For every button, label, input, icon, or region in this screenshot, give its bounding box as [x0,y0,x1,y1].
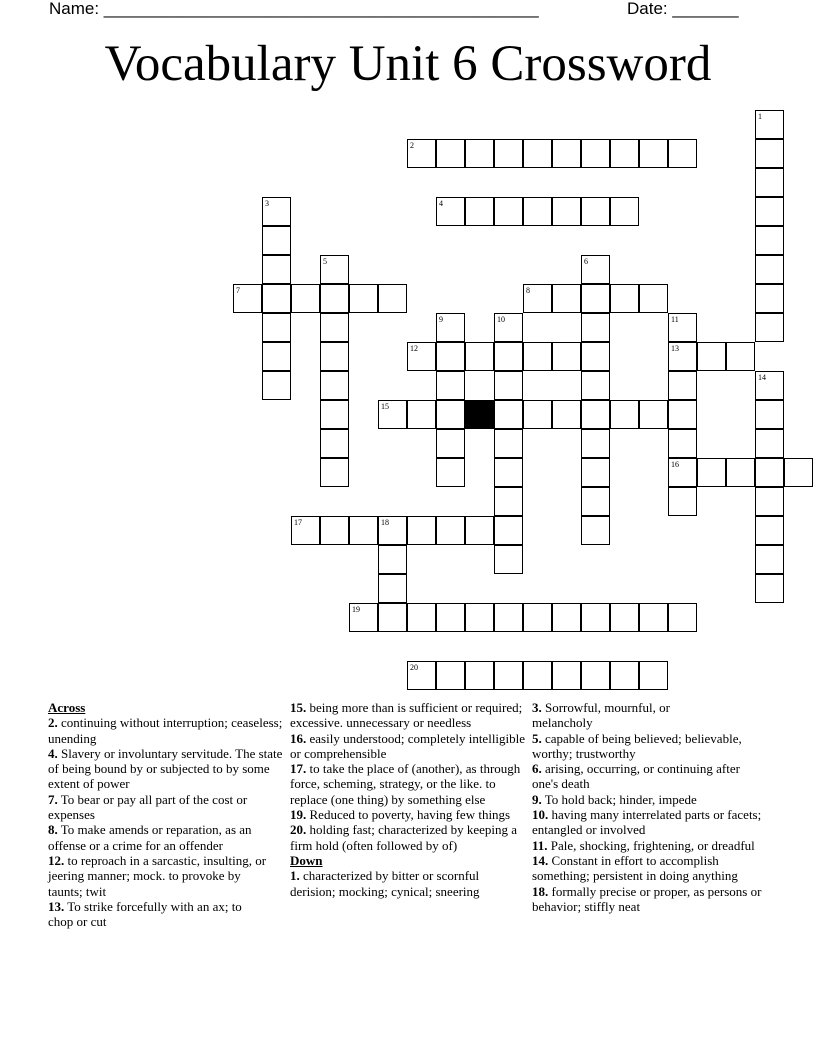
cell-number: 15 [381,402,389,411]
grid-cell[interactable] [320,284,349,313]
grid-cell[interactable] [581,342,610,371]
grid-cell[interactable] [755,516,784,545]
cell-number: 2 [410,141,414,150]
grid-cell[interactable] [378,545,407,574]
grid-cell[interactable] [581,458,610,487]
grid-cell[interactable] [552,284,581,313]
grid-cell[interactable] [668,400,697,429]
grid-cell[interactable] [755,400,784,429]
grid-cell[interactable] [407,342,436,371]
cell-number: 19 [352,605,360,614]
grid-cell[interactable] [436,429,465,458]
grid-cell[interactable] [552,661,581,690]
grid-cell[interactable] [639,661,668,690]
grid-cell[interactable] [494,661,523,690]
grid-cell[interactable] [320,255,349,284]
grid-cell[interactable] [378,516,407,545]
grid-cell[interactable] [378,284,407,313]
grid-cell[interactable] [320,400,349,429]
grid-cell[interactable] [581,661,610,690]
grid-cell[interactable] [784,458,813,487]
grid-cell[interactable] [436,458,465,487]
grid-cell[interactable] [610,603,639,632]
clue-down-1: 1. characterized by bitter or scornful derision; mocking; cynical; sneering [290,868,480,899]
clue-across-19: 19. Reduced to poverty, having few things [290,807,511,823]
grid-cell[interactable] [436,661,465,690]
grid-cell[interactable] [639,400,668,429]
grid-cell[interactable] [436,603,465,632]
date-field-label: Date: _______ [627,0,739,18]
grid-cell[interactable] [494,429,523,458]
grid-cell[interactable] [378,400,407,429]
grid-cell[interactable] [465,603,494,632]
clue-across-15: 15. being more than is sufficient or required; excessive. unnecessary or needless [290,700,523,731]
grid-cell[interactable] [494,342,523,371]
grid-cell[interactable] [523,342,552,371]
clue-down-18: 18. formally precise or proper, as persons or behavior; stiffly neat [532,883,762,914]
grid-cell[interactable] [755,284,784,313]
cell-number: 18 [381,518,389,527]
grid-cell[interactable] [552,139,581,168]
grid-cell[interactable] [668,458,697,487]
grid-cell[interactable] [668,371,697,400]
grid-cell[interactable] [610,661,639,690]
grid-cell[interactable] [436,197,465,226]
grid-cell[interactable] [262,226,291,255]
clue-across-12: 12. to reproach in a sarcastic, insulting, or jeering manner; mock. to provoke by taunts; twit [48,852,267,899]
grid-cell[interactable] [581,429,610,458]
grid-cell[interactable] [610,139,639,168]
clue-across-20: 20. holding fast; characterized by keeping a firm hold (often followed by of) [290,822,518,853]
cell-number: 1 [758,112,762,121]
down-heading: Down [290,852,323,868]
grid-cell[interactable] [262,284,291,313]
grid-cell[interactable] [552,197,581,226]
cell-number: 4 [439,199,443,208]
grid-cell[interactable] [668,429,697,458]
grid-cell[interactable] [523,603,552,632]
grid-cell[interactable] [407,516,436,545]
clue-down-10: 10. having many interrelated parts or facets; entangled or involved [532,807,762,838]
clue-across-7: 7. To bear or pay all part of the cost or expenses [48,791,248,823]
cell-number: 3 [265,199,269,208]
grid-cell[interactable] [755,313,784,342]
grid-cell[interactable] [436,342,465,371]
grid-cell[interactable] [465,197,494,226]
cell-number: 12 [410,344,418,353]
grid-cell[interactable] [639,603,668,632]
grid-cell[interactable] [320,371,349,400]
cell-number: 11 [671,315,679,324]
grid-cell[interactable] [639,284,668,313]
clue-across-8: 8. To make amends or reparation, as an offense or a crime for an offender [48,822,252,853]
cell-number: 10 [497,315,505,324]
grid-cell[interactable] [320,313,349,342]
grid-cell[interactable] [523,661,552,690]
grid-cell[interactable] [378,603,407,632]
across-heading: Across [48,700,86,715]
grid-cell[interactable] [581,255,610,284]
grid-cell[interactable] [755,139,784,168]
grid-cell[interactable] [726,458,755,487]
grid-cell[interactable] [494,545,523,574]
grid-cell[interactable] [755,110,784,139]
grid-cell[interactable] [407,661,436,690]
grid-cell[interactable] [291,284,320,313]
clue-column-2 [290,700,526,899]
grid-cell[interactable] [349,603,378,632]
grid-cell[interactable] [262,313,291,342]
grid-cell[interactable] [262,197,291,226]
clue-column-3 [532,700,768,914]
grid-cell[interactable] [407,400,436,429]
grid-cell[interactable] [726,342,755,371]
grid-cell[interactable] [668,342,697,371]
grid-black-cell [465,400,494,429]
grid-cell[interactable] [262,255,291,284]
grid-cell[interactable] [581,371,610,400]
grid-cell[interactable] [349,516,378,545]
grid-cell[interactable] [552,400,581,429]
grid-cell[interactable] [494,458,523,487]
clue-across-13: 13. To strike forcefully with an ax; to chop or cut [48,898,242,930]
grid-cell[interactable] [581,516,610,545]
grid-cell[interactable] [378,574,407,603]
grid-cell[interactable] [320,458,349,487]
page-title: Vocabulary Unit 6 Crossword [104,36,712,92]
grid-cell[interactable] [233,284,262,313]
grid-cell[interactable] [494,487,523,516]
cell-number: 13 [671,344,679,353]
grid-cell[interactable] [755,574,784,603]
grid-cell[interactable] [755,429,784,458]
grid-cell[interactable] [552,603,581,632]
clue-across-17: 17. to take the place of (another), as through force, scheming, strategy, or the like. to replace (one thing) by something else [290,761,521,807]
grid-cell[interactable] [407,603,436,632]
grid-cell[interactable] [755,255,784,284]
clue-down-6: 6. arising, occurring, or continuing after one's death [532,761,740,792]
grid-cell[interactable] [581,197,610,226]
grid-cell[interactable] [436,313,465,342]
grid-cell[interactable] [755,545,784,574]
grid-cell[interactable] [436,139,465,168]
grid-cell[interactable] [320,342,349,371]
grid-cell[interactable] [610,400,639,429]
grid-cell[interactable] [610,197,639,226]
clue-across-4: 4. Slavery or involuntary servitude. The state of being bound by or subjected to by some extent of power [48,745,283,792]
grid-cell[interactable] [755,168,784,197]
grid-cell[interactable] [494,516,523,545]
name-field-label: Name: ______________________________________________ [49,0,539,18]
grid-cell[interactable] [581,400,610,429]
clue-down-5: 5. capable of being believed; believable, worthy; trustworthy [532,730,742,761]
grid-cell[interactable] [523,284,552,313]
grid-cell[interactable] [262,371,291,400]
grid-cell[interactable] [494,139,523,168]
grid-cell[interactable] [523,139,552,168]
grid-cell[interactable] [436,516,465,545]
clue-down-11: 11. Pale, shocking, frightening, or dreadful [532,837,755,853]
grid-cell[interactable] [610,284,639,313]
grid-cell[interactable] [349,284,378,313]
grid-cell[interactable] [581,313,610,342]
cell-number: 16 [671,460,679,469]
grid-cell[interactable] [581,603,610,632]
grid-cell[interactable] [465,661,494,690]
grid-cell[interactable] [465,516,494,545]
clue-across-2: 2. continuing without interruption; ceaseless; unending [48,715,283,746]
cell-number: 8 [526,286,530,295]
grid-cell[interactable] [755,487,784,516]
grid-cell[interactable] [755,226,784,255]
grid-cell[interactable] [494,313,523,342]
grid-cell[interactable] [523,400,552,429]
cell-number: 17 [294,518,302,527]
grid-cell[interactable] [436,371,465,400]
cell-number: 20 [410,663,418,672]
cell-number: 9 [439,315,443,324]
cell-number: 14 [758,373,766,382]
grid-cell[interactable] [755,197,784,226]
grid-cell[interactable] [668,313,697,342]
clue-down-3: 3. Sorrowful, mournful, or melancholy [532,700,670,731]
grid-cell[interactable] [755,371,784,400]
grid-cell[interactable] [494,603,523,632]
cell-number: 5 [323,257,327,266]
grid-cell[interactable] [552,342,581,371]
grid-cell[interactable] [581,139,610,168]
grid-cell[interactable] [639,139,668,168]
grid-cell[interactable] [407,139,436,168]
cell-number: 7 [236,286,240,295]
clue-down-9: 9. To hold back; hinder, impede [532,791,697,807]
grid-cell[interactable] [320,429,349,458]
grid-cell[interactable] [668,139,697,168]
grid-cell[interactable] [494,197,523,226]
grid-cell[interactable] [291,516,320,545]
clue-across-16: 16. easily understood; completely intelligible or comprehensible [290,730,526,761]
grid-cell[interactable] [465,139,494,168]
clue-down-14: 14. Constant in effort to accomplish something; persistent in doing anything [532,852,738,884]
grid-cell[interactable] [436,400,465,429]
grid-cell[interactable] [581,284,610,313]
grid-cell[interactable] [320,516,349,545]
grid-cell[interactable] [581,487,610,516]
grid-cell[interactable] [697,458,726,487]
grid-cell[interactable] [668,487,697,516]
grid-cell[interactable] [494,400,523,429]
grid-cell[interactable] [697,342,726,371]
grid-cell[interactable] [755,458,784,487]
grid-cell[interactable] [262,342,291,371]
cell-number: 6 [584,257,588,266]
grid-cell[interactable] [668,603,697,632]
grid-cell[interactable] [523,197,552,226]
grid-cell[interactable] [465,342,494,371]
clue-column-1 [48,700,284,929]
grid-cell[interactable] [494,371,523,400]
